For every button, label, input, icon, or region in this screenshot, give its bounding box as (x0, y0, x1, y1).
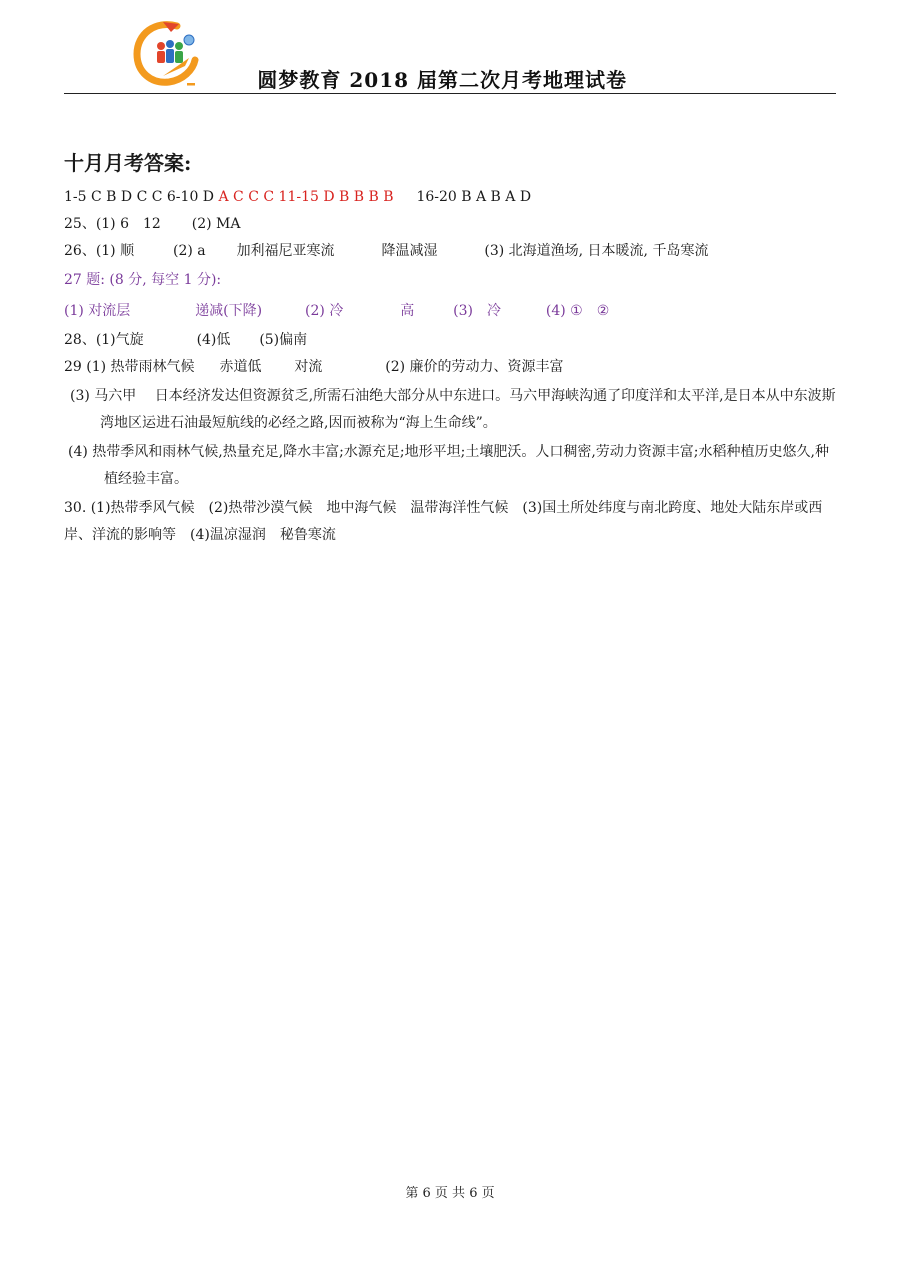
q26-part3: (3) 北海道渔场, 日本暖流, 千岛寒流 (484, 243, 709, 259)
q28-part4: (4)低 (196, 332, 231, 348)
q26-part2: (2) a (173, 243, 206, 259)
q27-high: 高 (400, 303, 415, 319)
mc-answers-highlighted: A C C C 11-15 D B B B B (218, 189, 394, 205)
q26-part1: 26、(1) 顺 (64, 243, 135, 259)
q29-part2: (2) 廉价的劳动力、资源丰富 (385, 359, 564, 375)
q29-part1: 29 (1) 热带雨林气候 (64, 359, 195, 375)
q30-answer: 30. (1)热带季风气候 (2)热带沙漠气候 地中海气候 温带海洋性气候 (3)国土所处纬度与南北跨度、地处大陆东岸或西岸、洋流的影响等 (4)温凉湿润 秘鲁寒流 (64, 500, 823, 543)
q27-title: 27 题: (8 分, 每空 1 分): (64, 272, 222, 288)
mc-answers-16-20: 16-20 B A B A D (416, 189, 532, 205)
q28-part1: 28、(1)气旋 (64, 332, 144, 348)
q27-part4: (4) ① ② (545, 303, 610, 319)
header-divider (64, 93, 836, 94)
q26-effect: 降温减湿 (381, 243, 438, 259)
q28-line (64, 327, 836, 354)
header-title: 圆梦教育 2018 届第二次月考地理试卷 (257, 68, 627, 92)
q29-line (64, 354, 836, 381)
q27-trend: 递减(下降) (195, 303, 263, 319)
q29-pressure: 赤道低 (219, 359, 262, 375)
answer-content (64, 148, 836, 549)
q27-part1: (1) 对流层 (64, 303, 131, 319)
q29-convection: 对流 (294, 359, 323, 375)
q25-part1: 25、(1) 6 12 (64, 216, 161, 232)
mc-answers-line (64, 184, 836, 211)
q28-part5: (5)偏南 (259, 332, 308, 348)
answer-heading: 十月月考答案: (64, 151, 192, 175)
q27-part3: (3) 冷 (453, 303, 501, 319)
q29-part3: (3) 马六甲 日本经济发达但资源贫乏,所需石油绝大部分从中东进口。马六甲海峡沟通了印度洋和太平洋,是日本从中东波斯湾地区运进石油最短航线的必经之路,因而被称为“海上生命线”。 (70, 388, 836, 431)
mc-answers-1-10: 1-5 C B D C C 6-10 D (64, 189, 215, 205)
school-logo-icon (133, 18, 201, 90)
q25-part2: (2) MA (191, 216, 241, 232)
q27-line (64, 295, 836, 327)
q29-part4: (4) 热带季风和雨林气候,热量充足,降水丰富;水源充足;地形平坦;土壤肥沃。人口稠密,劳动力资源丰富;水稻种植历史悠久,种植经验丰富。 (68, 444, 829, 487)
q26-current: 加利福尼亚寒流 (236, 243, 335, 259)
page-number: 第 6 页 共 6 页 (405, 1186, 495, 1201)
q26-line (64, 238, 836, 265)
q25-line (64, 211, 836, 238)
q27-part2: (2) 冷 (305, 303, 344, 319)
